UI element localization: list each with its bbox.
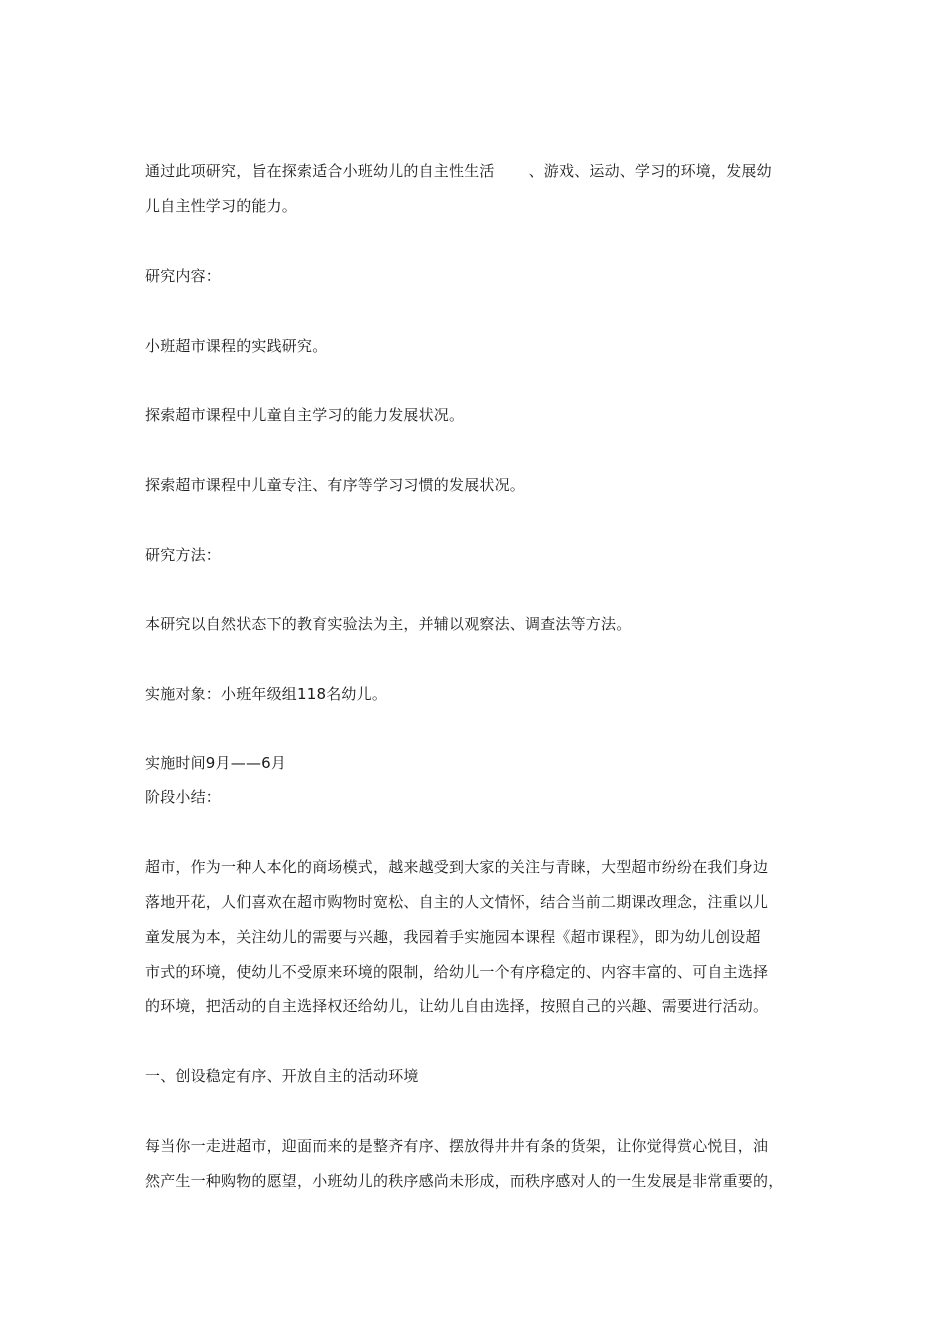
- summary-paragraph-line: 市式的环境，使幼儿不受原来环境的限制，给幼儿一个有序稳定的、内容丰富的、可自主选择: [145, 963, 769, 981]
- research-item: 小班超市课程的实践研究。: [145, 337, 328, 355]
- summary-paragraph-line: 童发展为本，关注幼儿的需要与兴趣，我园着手实施园本课程《超市课程》，即为幼儿创设超: [145, 928, 761, 946]
- research-method-heading: 研究方法：: [145, 546, 222, 564]
- section-1-paragraph-line: 每当你一走进超市，迎面而来的是整齐有序、摆放得井井有条的货架，让你觉得赏心悦目，油: [145, 1137, 769, 1155]
- intro-line-1-part-1: 通过此项研究，旨在探索适合小班幼儿的自主性生活: [145, 162, 495, 180]
- summary-paragraph-line: 落地开花，人们喜欢在超市购物时宽松、自主的人文情怀，结合当前二期课改理念，注重以儿: [145, 893, 769, 911]
- section-1-paragraph-line: 然产生一种购物的愿望，小班幼儿的秩序感尚未形成，而秩序感对人的一生发展是非常重要的，: [145, 1172, 784, 1190]
- intro-line-2: 儿自主性学习的能力。: [145, 197, 298, 215]
- research-item: 探索超市课程中儿童专注、有序等学习习惯的发展状况。: [145, 476, 526, 494]
- intro-line-1-part-2: 、游戏、运动、学习的环境，发展幼: [528, 162, 772, 180]
- summary-paragraph-line: 超市，作为一种人本化的商场模式，越来越受到大家的关注与青睐，大型超市纷纷在我们身边: [145, 858, 769, 876]
- summary-paragraph-line: 的环境，把活动的自主选择权还给幼儿，让幼儿自由选择，按照自己的兴趣、需要进行活动。: [145, 997, 769, 1015]
- section-1-heading: 一、创设稳定有序、开放自主的活动环境: [145, 1067, 419, 1085]
- research-method-text: 本研究以自然状态下的教育实验法为主，并辅以观察法、调查法等方法。: [145, 615, 632, 633]
- summary-heading: 阶段小结：: [145, 788, 222, 806]
- research-item: 探索超市课程中儿童自主学习的能力发展状况。: [145, 406, 465, 424]
- research-content-heading: 研究内容：: [145, 267, 222, 285]
- intro-line-1: [145, 161, 772, 181]
- subjects-line: 实施对象：小班年级组118名幼儿。: [145, 685, 388, 703]
- time-line: 实施时间9月——6月: [145, 754, 287, 772]
